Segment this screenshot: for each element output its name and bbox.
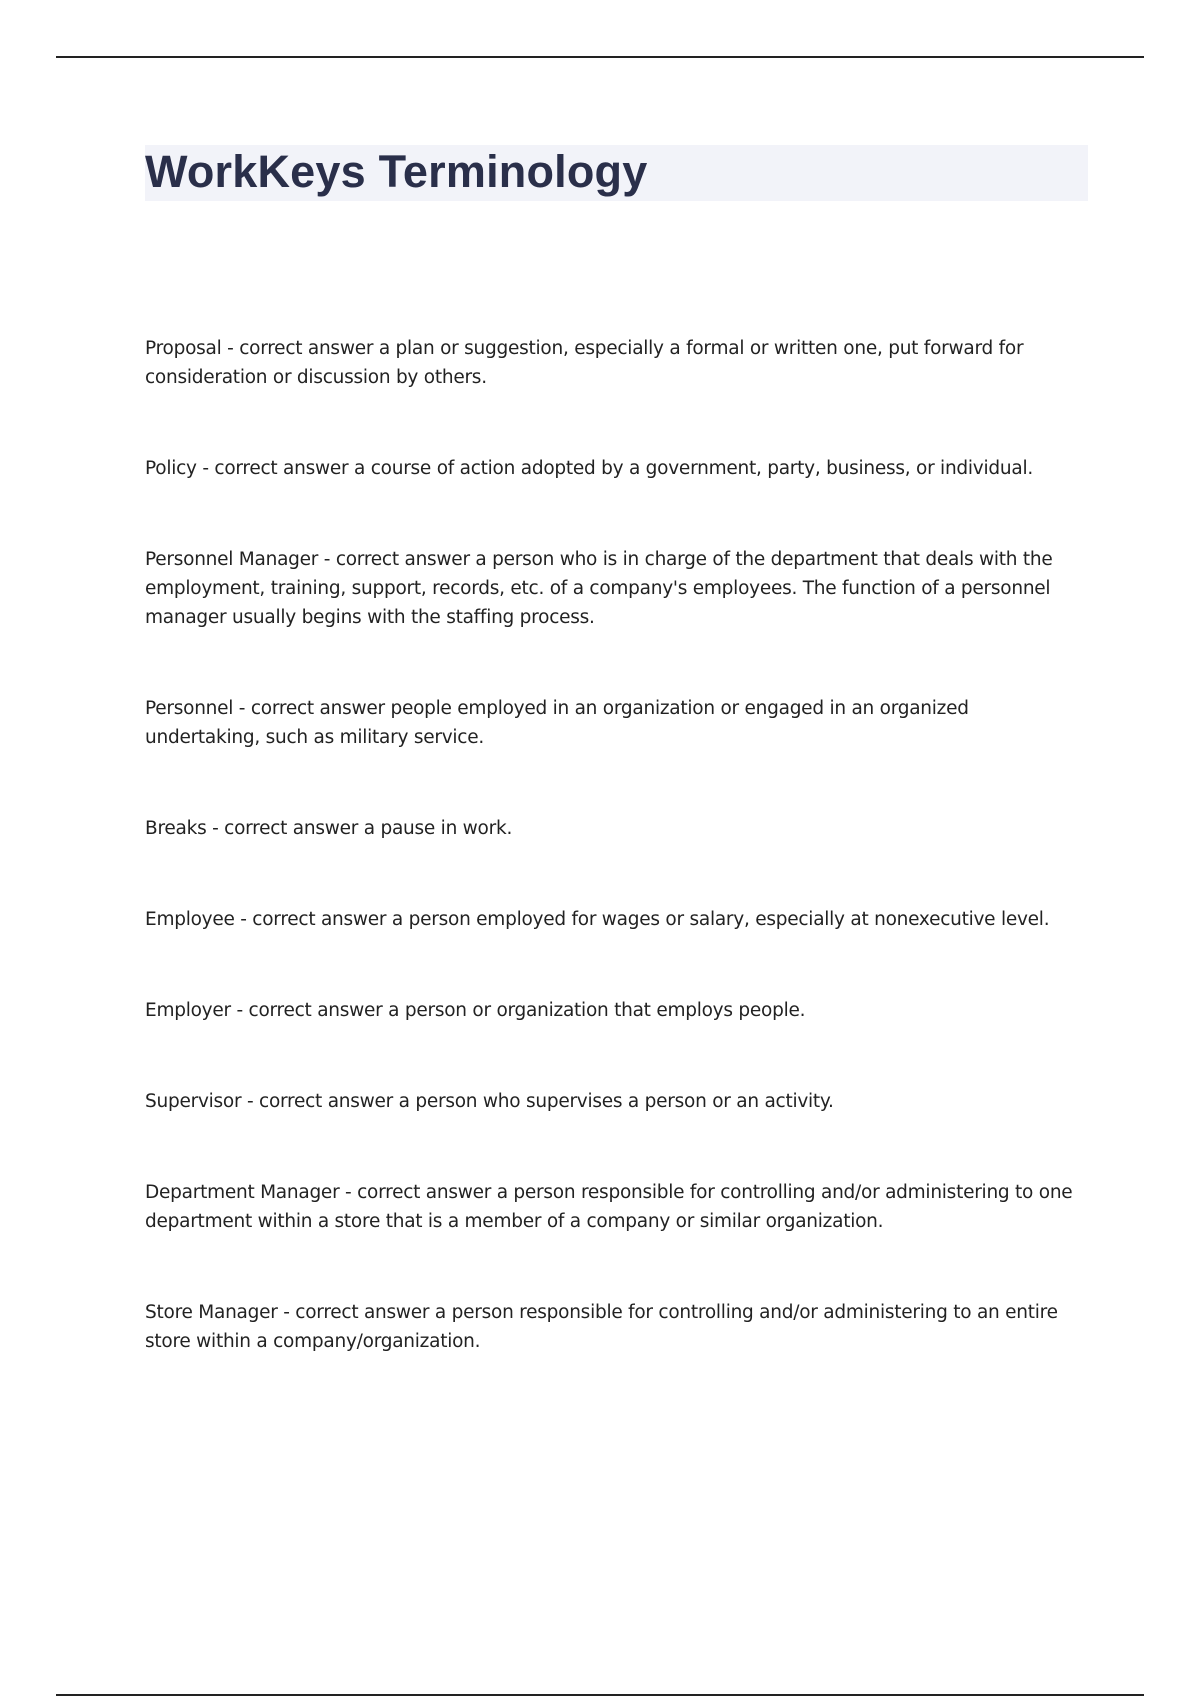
term-entry-supervisor: Supervisor - correct answer a person who supervises a person or an activity. xyxy=(145,1091,834,1112)
term-entry-store-manager: Store Manager - correct answer a person responsible for controlling and/or administering to an entire store within a company/organization. xyxy=(145,1302,1058,1352)
top-rule xyxy=(56,56,1144,58)
term-entry-proposal: Proposal - correct answer a plan or suggestion, especially a formal or written one, put forward for consideration or discussion by others. xyxy=(145,338,1024,388)
term-entry-personnel: Personnel - correct answer people employed in an organization or engaged in an organized undertaking, such as military service. xyxy=(145,698,969,748)
terminology-list xyxy=(145,334,1085,1418)
term-entry-department-manager: Department Manager - correct answer a person responsible for controlling and/or administering to one department within a store that is a member of a company or similar organization. xyxy=(145,1182,1073,1232)
term-entry-personnel-manager: Personnel Manager - correct answer a person who is in charge of the department that deals with the employment, training, support, records, etc. of a company's employees. The function of a personnel manager usually begins with the staffing process. xyxy=(145,549,1053,628)
term-entry-employer: Employer - correct answer a person or organization that employs people. xyxy=(145,1000,806,1021)
document-title: WorkKeys Terminology xyxy=(145,146,648,197)
bottom-rule xyxy=(56,1694,1144,1696)
term-entry-breaks: Breaks - correct answer a pause in work. xyxy=(145,818,513,839)
term-entry-policy: Policy - correct answer a course of action adopted by a government, party, business, or individual. xyxy=(145,458,1033,479)
term-entry-employee: Employee - correct answer a person employed for wages or salary, especially at nonexecutive level. xyxy=(145,909,1050,930)
